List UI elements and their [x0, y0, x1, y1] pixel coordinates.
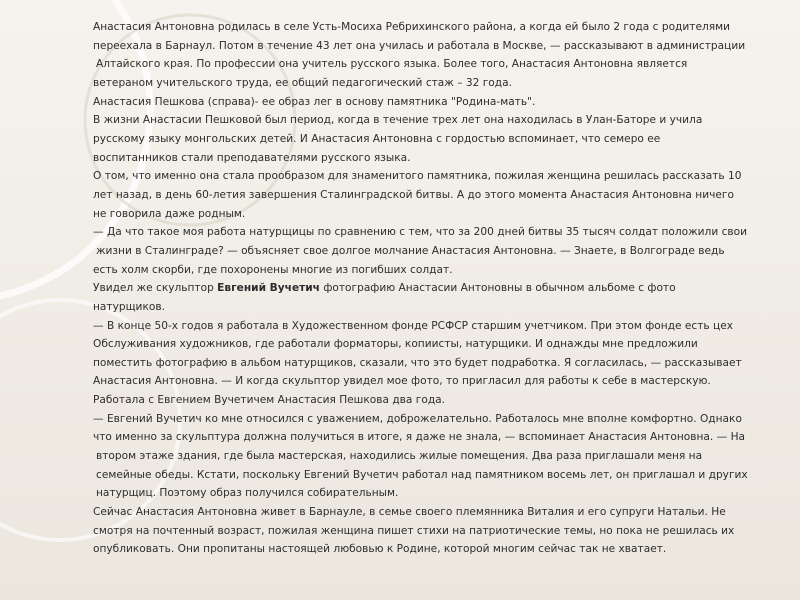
- text-line: Алтайского края. По профессии она учитель русского языка. Более того, Анастасия Антоновна является: [96, 58, 688, 71]
- text-line: Обслуживания художников, где работали форматоры, копиисты, натурщики. И однажды мне предложили: [93, 338, 698, 351]
- text-line: воспитанников стали преподавателями русского языка.: [93, 151, 411, 164]
- text-line: Анастасия Антоновна родилась в селе Усть-Мосиха Ребрихинского района, а когда ей было 2 года с родителями: [93, 21, 730, 33]
- text-line: опубликовать. Они пропитаны настоящей любовью к Родине, которой многим сейчас так не хватает.: [93, 543, 667, 556]
- text-line: переехала в Барнаул. Потом в течение 43 лет она училась и работала в Москве, — рассказывают в администрации: [93, 39, 746, 52]
- text-line: лет назад, в день 60-летия завершения Сталинградской битвы. А до этого момента Анастасия Антоновна ничего: [93, 188, 734, 201]
- text-line: натурщиков.: [93, 300, 165, 313]
- sculptor-name: Евгений Вучетич: [217, 282, 320, 295]
- text-line: Анастасия Антоновна. — И когда скульптор увидел мое фото, то пригласил для работы к себе в мастерскую.: [93, 375, 711, 388]
- text-line: семейные обеды. Кстати, поскольку Евгений Вучетич работал над памятником восемь лет, он приглашал и других: [96, 468, 748, 481]
- text-line: О том, что именно она стала прообразом для знаменитого памятника, пожилая женщина решилась рассказать 10: [93, 170, 742, 183]
- text-line: натурщиц. Поэтому образ получился собирательным.: [96, 487, 399, 500]
- text-line: смотря на почтенный возраст, пожилая женщина пишет стихи на патриотические темы, но пока не решилась их: [93, 524, 735, 537]
- text-line: В жизни Анастасии Пешковой был период, когда в течение трех лет она находилась в Улан-Баторе и учила: [93, 114, 703, 127]
- text-line: втором этаже здания, где была мастерская, находились жилые помещения. Два раза приглашали меня на: [96, 450, 703, 463]
- text-line: — Да что такое моя работа натурщицы по сравнению с тем, что за 200 дней битвы 35 тысяч солдат положили свои: [93, 226, 748, 239]
- text-line: ветераном учительского труда, ее общий педагогический стаж – 32 года.: [93, 76, 512, 89]
- text-line: русскому языку монгольских детей. И Анастасия Антоновна с гордостью вспоминает, что семеро ее: [93, 132, 661, 145]
- text-line: есть холм скорби, где похоронены многие из погибших солдат.: [93, 263, 453, 276]
- article-text: [93, 18, 788, 559]
- text-line: Работала с Евгением Вучетичем Анастасия Пешкова два года.: [93, 394, 446, 407]
- text-span: фотографию Анастасии Антоновны в обычном альбоме с фото: [319, 282, 676, 295]
- text-line: — Евгений Вучетич ко мне относился с уважением, доброжелательно. Работалось мне вполне комфортно. Однако: [93, 412, 742, 425]
- text-line: поместить фотографию в альбом натурщиков, сказали, что это будет подработка. Я согласилась, — рассказывает: [93, 356, 742, 369]
- text-line: что именно за скульптура должна получиться в итоге, я даже не знала, — вспоминает Анастасия Антоновна. — На: [93, 431, 746, 444]
- text-line: Сейчас Анастасия Антоновна живет в Барнауле, в семье своего племянника Виталия и его супруги Натальи. Не: [93, 506, 726, 519]
- text-line: жизни в Сталинграде? — объясняет свое долгое молчание Анастасия Антоновна. — Знаете, в Волгограде ведь: [96, 244, 725, 257]
- text-line: не говорила даже родным.: [93, 207, 246, 220]
- text-span: Увидел же скульптор: [93, 282, 218, 295]
- text-line-vuchetich: [93, 279, 788, 298]
- text-line: — В конце 50-х годов я работала в Художественном фонде РСФСР старшим учетчиком. При этом фонде есть цех: [93, 319, 734, 332]
- text-line: Анастасия Пешкова (справа)- ее образ лег в основу памятника "Родина-мать".: [93, 95, 536, 108]
